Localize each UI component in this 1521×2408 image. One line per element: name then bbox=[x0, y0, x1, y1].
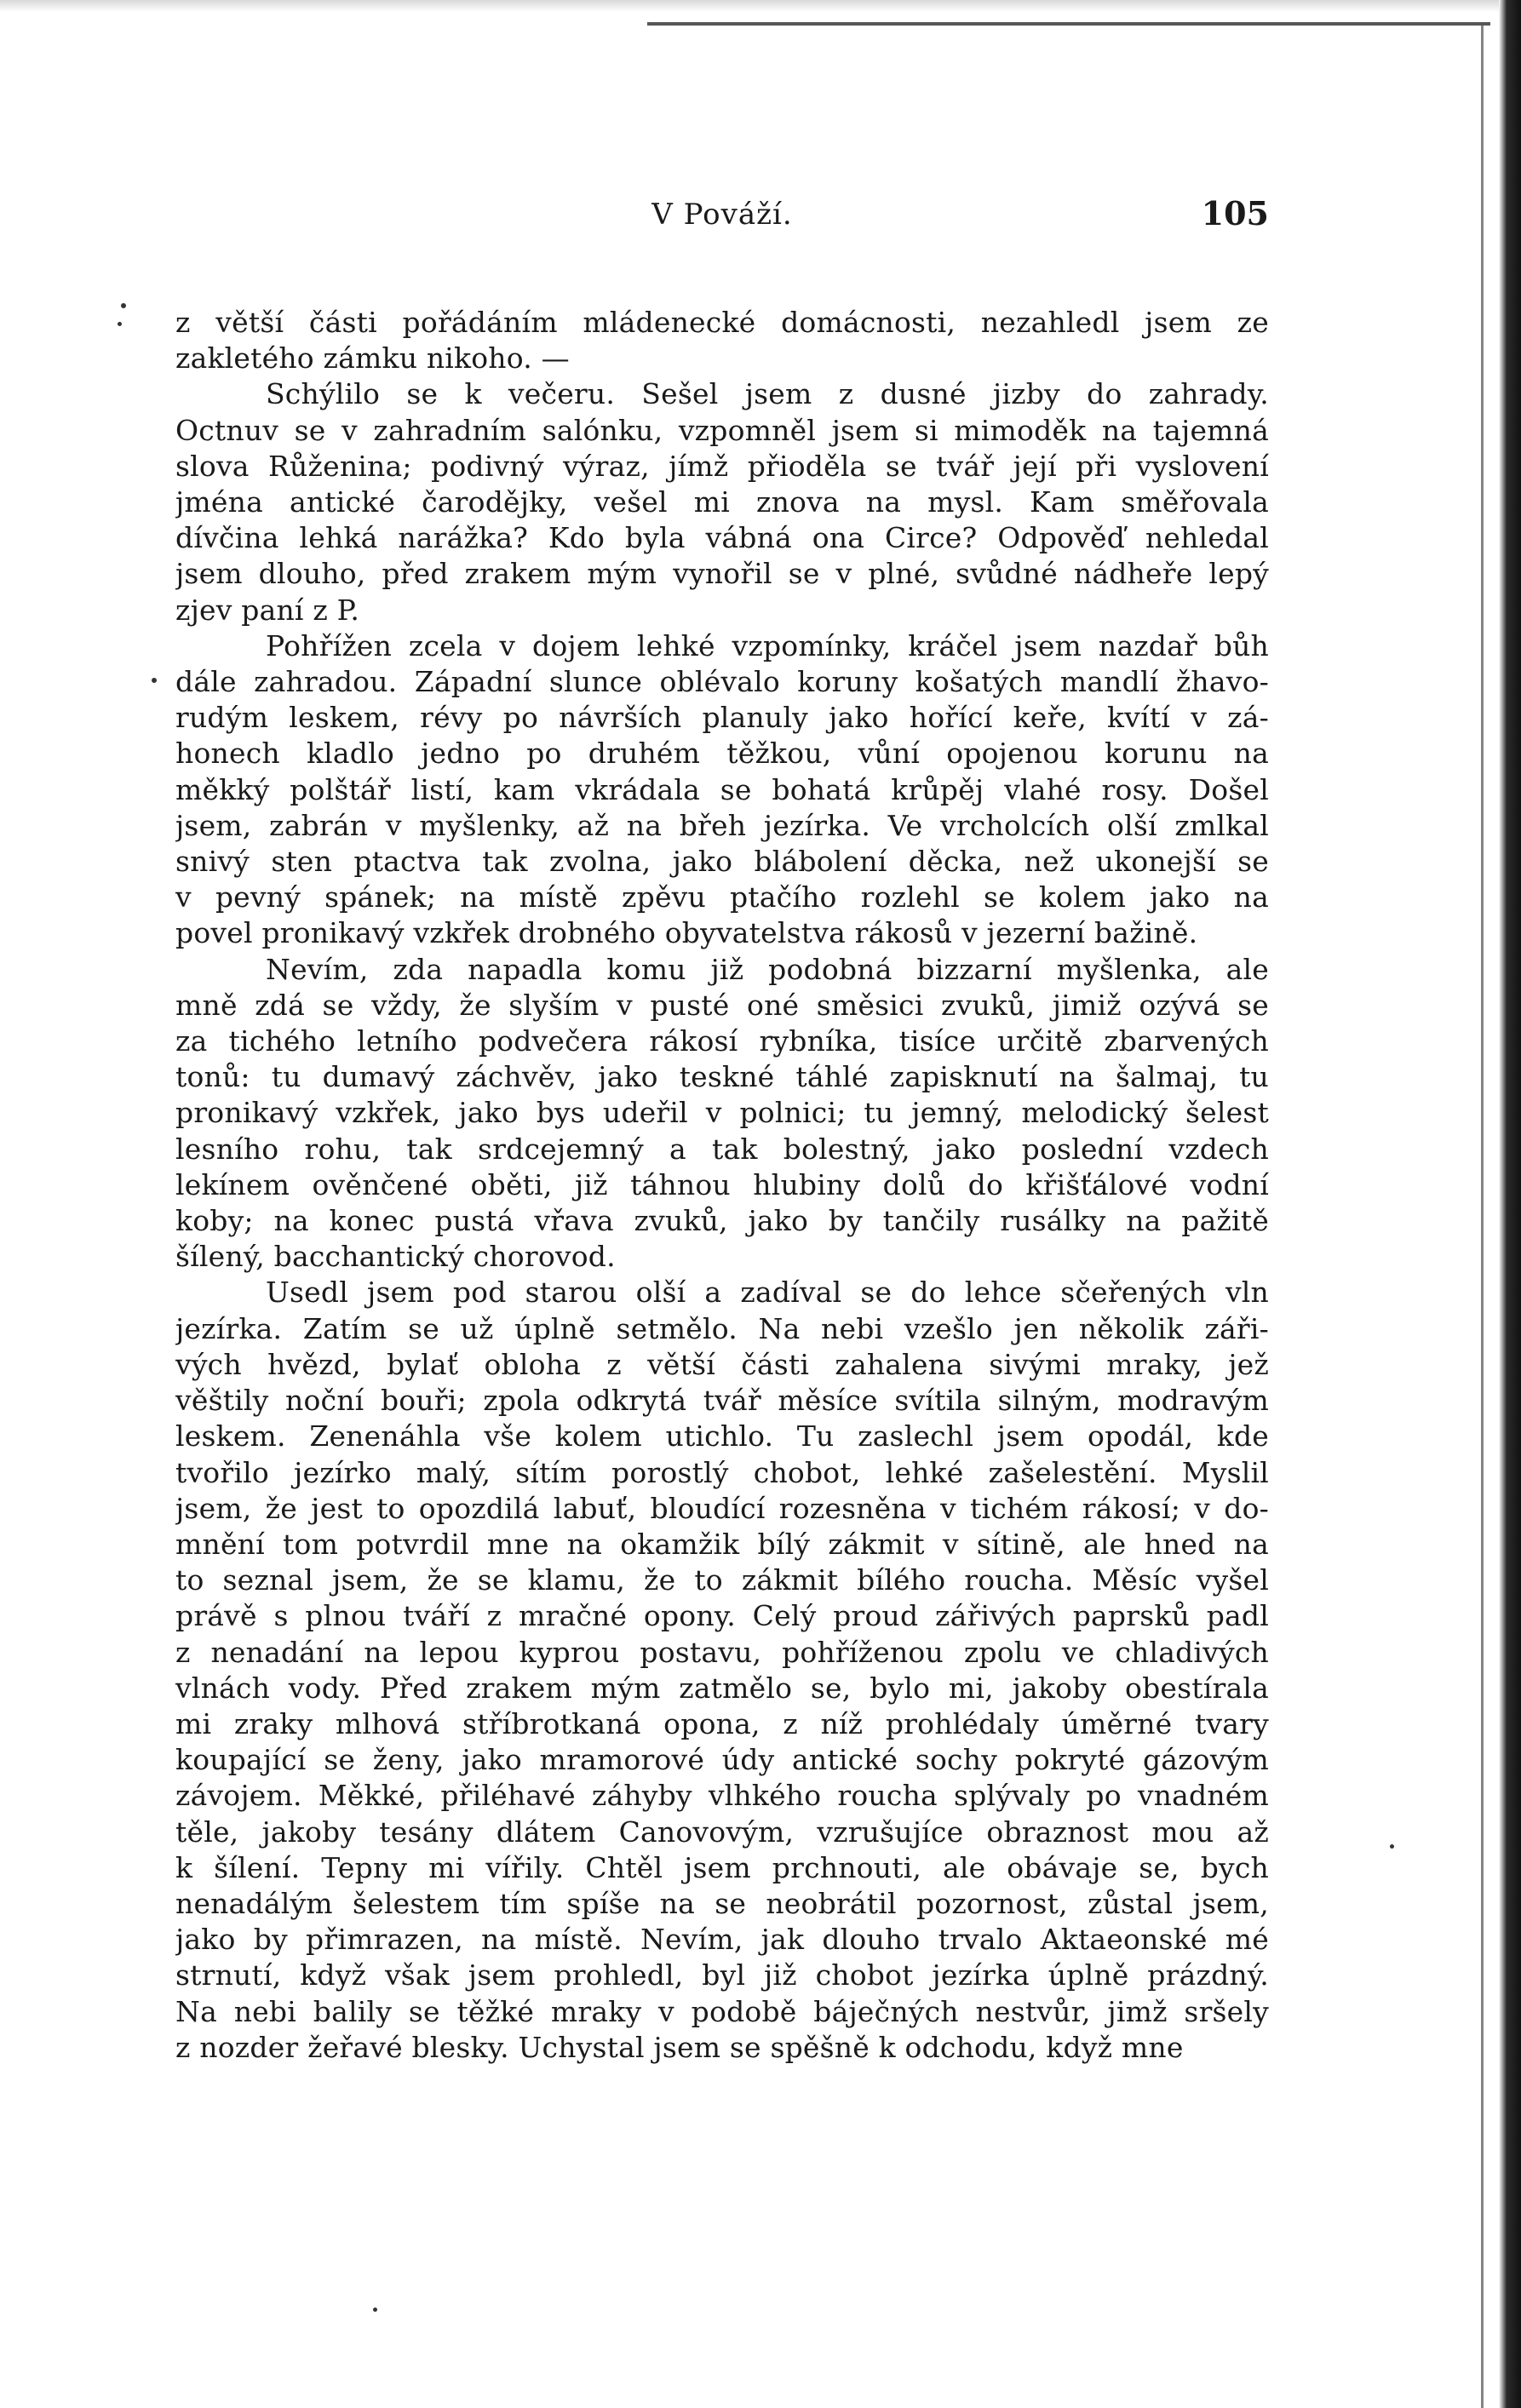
paragraph bbox=[175, 305, 1269, 376]
text-line: jsem, že jest to opozdilá labuť, bloudící rozesněna v tichém rákosí; v do- bbox=[175, 1491, 1269, 1525]
text-line: leskem. Zenenáhla vše kolem utichlo. Tu zaslechl jsem opodál, kde bbox=[175, 1419, 1269, 1453]
text-line: věštily noční bouři; zpola odkrytá tvář měsíce svítila silným, modravým bbox=[175, 1384, 1269, 1418]
scan-speck bbox=[121, 303, 126, 308]
text-line: Schýlilo se k večeru. Sešel jsem z dusné jizby do zahrady. bbox=[266, 377, 1269, 411]
text-line: snivý sten ptactva tak zvolna, jako blábolení děcka, než ukonejší se bbox=[175, 845, 1269, 879]
body-text bbox=[175, 305, 1269, 2066]
text-line: jezírka. Zatím se už úplně setmělo. Na nebi vzešlo jen několik záři- bbox=[175, 1311, 1269, 1345]
text-line: v pevný spánek; na místě zpěvu ptačího rozlehl se kolem jako na bbox=[175, 880, 1269, 914]
text-line: rudým leskem, révy po návrších planuly jako hořící keře, kvítí v zá- bbox=[175, 701, 1269, 735]
text-line: Octnuv se v zahradním salónku, vzpomněl jsem si mimoděk na tajemná bbox=[175, 413, 1269, 447]
text-line: koby; na konec pustá vřava zvuků, jako by tančily rusálky na pažitě bbox=[175, 1204, 1269, 1238]
text-line: z větší části pořádáním mládenecké domácnosti, nezahledl jsem ze bbox=[175, 306, 1269, 339]
text-line: Na nebi balily se těžké mraky v podobě báječných nestvůr, jimž sršely bbox=[175, 1994, 1269, 2028]
book-page bbox=[175, 194, 1269, 2066]
text-line: vlnách vody. Před zrakem mým zatmělo se, bylo mi, jakoby obestírala bbox=[175, 1671, 1269, 1705]
scan-speck bbox=[373, 2308, 377, 2312]
paragraph bbox=[175, 1275, 1269, 2065]
paragraph bbox=[175, 376, 1269, 628]
text-line: k šílení. Tepny mi vířily. Chtěl jsem prchnouti, ale obávaje se, bych bbox=[175, 1850, 1269, 1884]
scan-edge-top-line bbox=[647, 22, 1490, 26]
text-line: z nenadání na lepou kyprou postavu, pohříženou zpolu ve chladivých bbox=[175, 1635, 1269, 1669]
text-line: honech kladlo jedno po druhém těžkou, vůní opojenou korunu na bbox=[175, 737, 1269, 771]
text-line: nenadálým šelestem tím spíše na se neobrátil pozornost, zůstal jsem, bbox=[175, 1886, 1269, 1920]
scan-speck bbox=[152, 678, 157, 683]
text-line: lesního rohu, tak srdcejemný a tak bolestný, jako poslední vzdech bbox=[175, 1132, 1269, 1166]
running-head bbox=[175, 194, 1269, 245]
text-line: Nevím, zda napadla komu již podobná bizzarní myšlenka, ale bbox=[266, 952, 1269, 986]
page-number: 105 bbox=[1201, 194, 1269, 232]
text-line: měkký polštář listí, kam vkrádala se bohatá krůpěj vlahé rosy. Došel bbox=[175, 772, 1269, 806]
scan-edge-top bbox=[0, 0, 1521, 12]
text-line: koupající se ženy, jako mramorové údy antické sochy pokryté gázovým bbox=[175, 1743, 1269, 1777]
scan-speck bbox=[118, 322, 122, 326]
text-line: tvořilo jezírko malý, sítím porostlý chobot, lehké zašelestění. Myslil bbox=[175, 1455, 1269, 1489]
scan-speck bbox=[1390, 1844, 1394, 1849]
text-line: dívčina lehká narážka? Kdo byla vábná ona Circe? Odpověď nehledal bbox=[175, 521, 1269, 555]
text-line: právě s plnou tváří z mračné opony. Celý proud zářivých paprsků padl bbox=[175, 1599, 1269, 1633]
text-line: Pohřížen zcela v dojem lehké vzpomínky, kráčel jsem nazdař bůh bbox=[266, 628, 1269, 662]
text-line: mi zraky mlhová stříbrotkaná opona, z níž prohlédaly úměrné tvary bbox=[175, 1706, 1269, 1740]
running-title: V Pováží. bbox=[651, 198, 793, 232]
scan-edge-right bbox=[1499, 0, 1521, 2408]
text-line: šílený, bacchantický chorovod. bbox=[175, 1240, 616, 1274]
text-line: mnění tom potvrdil mne na okamžik bílý zákmit v sítině, ale hned na bbox=[175, 1527, 1269, 1561]
text-line: dále zahradou. Západní slunce oblévalo koruny košatých mandlí žhavo- bbox=[175, 665, 1269, 699]
text-line: těle, jakoby tesány dlátem Canovovým, vzrušujíce obraznost mou až bbox=[175, 1815, 1269, 1849]
text-line: pronikavý vzkřek, jako bys udeřil v polnici; tu jemný, melodický šelest bbox=[175, 1096, 1269, 1130]
text-line: lekínem ověnčené oběti, již táhnou hlubiny dolů do křišťálové vodní bbox=[175, 1167, 1269, 1201]
text-line: slova Růženina; podivný výraz, jímž přioděla se tvář její při vyslovení bbox=[175, 449, 1269, 483]
text-line: mně zdá se vždy, že slyším v pusté oné směsici zvuků, jimiž ozývá se bbox=[175, 988, 1269, 1022]
text-line: z nozder žeřavé blesky. Uchystal jsem se spěšně k odchodu, když mne bbox=[175, 2030, 1184, 2064]
text-line: jsem dlouho, před zrakem mým vynořil se v plné, svůdné nádheře lepý bbox=[175, 557, 1269, 591]
text-line: zjev paní z P. bbox=[175, 593, 360, 627]
scan-edge-right-inner bbox=[1481, 26, 1484, 2408]
text-line: za tichého letního podvečera rákosí rybníka, tisíce určitě zbarvených bbox=[175, 1024, 1269, 1058]
text-line: jména antické čarodějky, vešel mi znova na mysl. Kam směřovala bbox=[175, 485, 1269, 519]
text-line: jako by přimrazen, na místě. Nevím, jak dlouho trvalo Aktaeonské mé bbox=[175, 1923, 1269, 1957]
paragraph bbox=[175, 952, 1269, 1276]
text-line: závojem. Měkké, přiléhavé záhyby vlhkého roucha splývaly po vnadném bbox=[175, 1779, 1269, 1813]
text-line: Usedl jsem pod starou olší a zadíval se do lehce sčeřených vln bbox=[266, 1276, 1269, 1310]
text-line: strnutí, když však jsem prohledl, byl již chobot jezírka úplně prázdný. bbox=[175, 1958, 1269, 1992]
text-line: zakletého zámku nikoho. — bbox=[175, 341, 570, 376]
text-line: vých hvězd, bylať obloha z větší části zahalena sivými mraky, jež bbox=[175, 1347, 1269, 1381]
text-line: jsem, zabrán v myšlenky, až na břeh jezírka. Ve vrcholcích olší zmlkal bbox=[175, 808, 1269, 842]
paragraph bbox=[175, 628, 1269, 952]
text-line: povel pronikavý vzkřek drobného obyvatelstva rákosů v jezerní bažině. bbox=[175, 916, 1198, 950]
text-line: to seznal jsem, že se klamu, že to zákmit bílého roucha. Měsíc vyšel bbox=[175, 1563, 1269, 1597]
text-line: tonů: tu dumavý záchvěv, jako teskné táhlé zapisknutí na šalmaj, tu bbox=[175, 1060, 1269, 1094]
